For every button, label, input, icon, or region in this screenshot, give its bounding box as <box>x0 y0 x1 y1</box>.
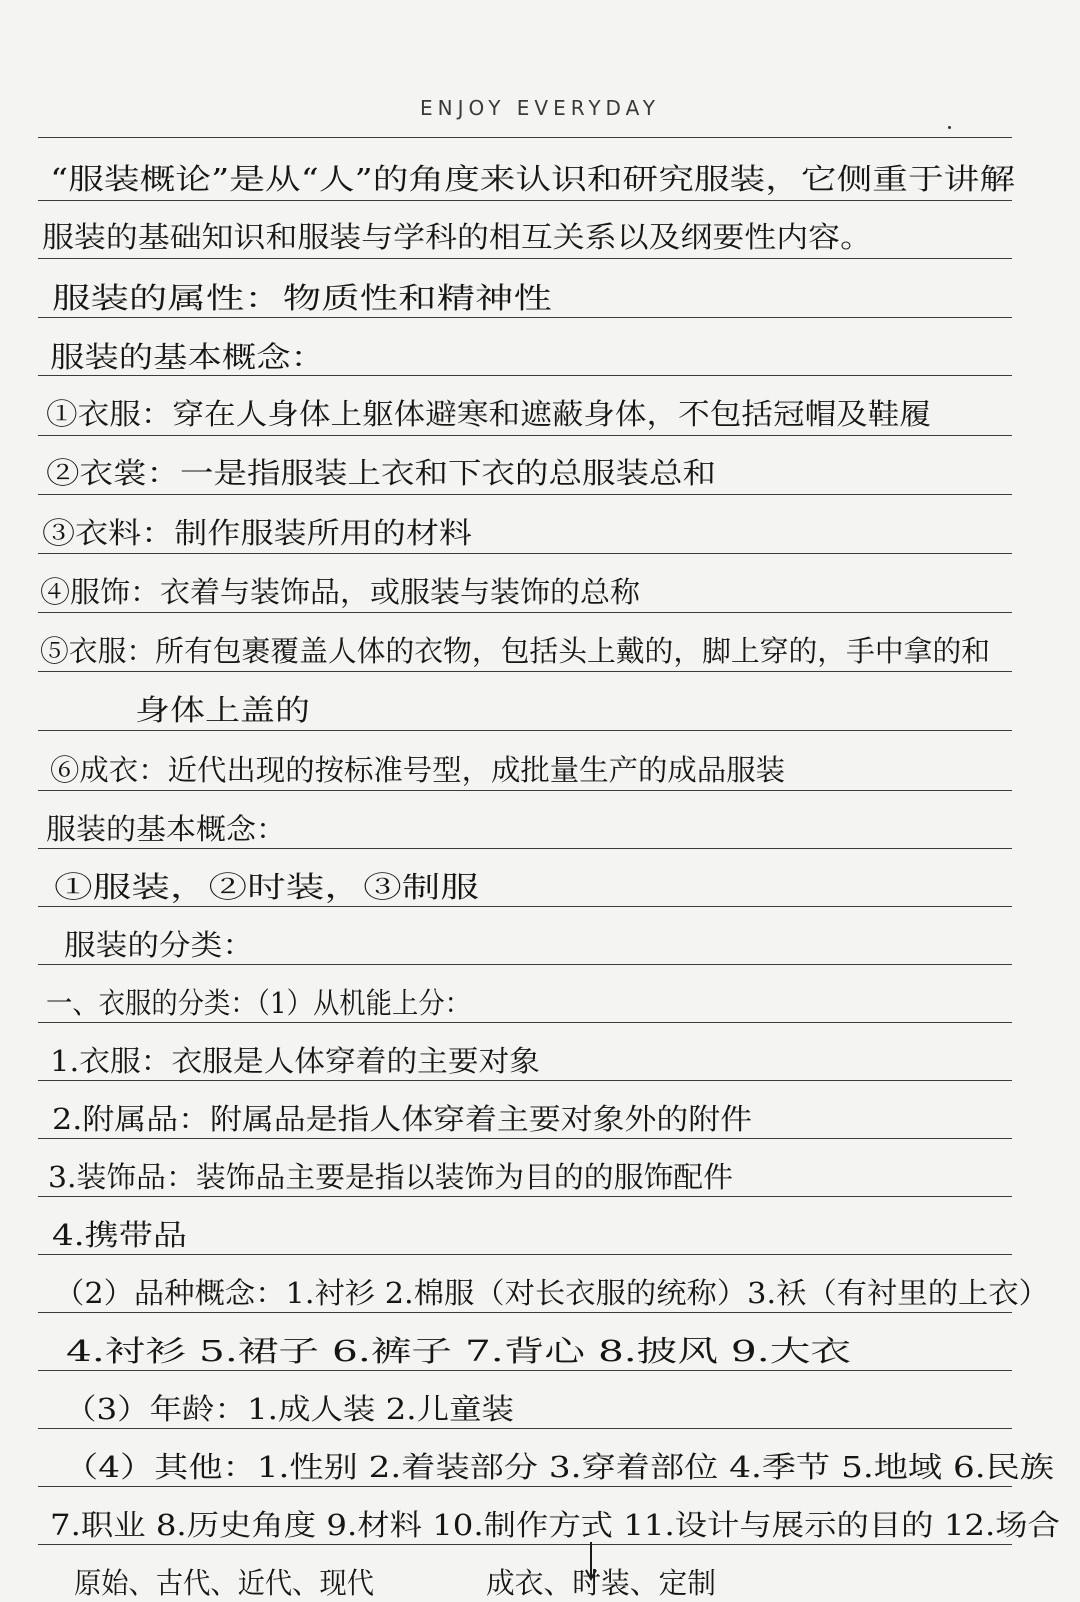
ruled-line <box>38 1428 1012 1429</box>
note-line: ①衣服：穿在人身体上躯体避寒和遮蔽身体，不包括冠帽及鞋履 <box>46 397 932 431</box>
ink-dot <box>948 126 951 129</box>
note-line: 4.携带品 <box>52 1218 188 1252</box>
note-line: 一、衣服的分类：（1）从机能上分： <box>46 986 471 1020</box>
ruled-line <box>38 790 1012 791</box>
ruled-line <box>38 137 1012 138</box>
ruled-line <box>38 906 1012 907</box>
note-line: 身体上盖的 <box>135 693 311 727</box>
ruled-line <box>38 435 1012 436</box>
note-line: 4.衬衫 5.裙子 6.裤子 7.背心 8.披风 9.大衣 <box>66 1334 851 1368</box>
ruled-line <box>38 317 1012 318</box>
note-line: 服装的属性：物质性和精神性 <box>52 281 552 315</box>
ruled-line <box>38 1486 1012 1487</box>
note-line: 2.附属品：附属品是指人体穿着主要对象外的附件 <box>52 1102 753 1136</box>
ruled-line <box>38 494 1012 495</box>
note-line: 服装的分类： <box>64 928 255 962</box>
note-line: 成衣、时装、定制 <box>486 1566 716 1600</box>
ruled-line <box>38 671 1012 672</box>
note-line: 1.衣服：衣服是人体穿着的主要对象 <box>50 1044 541 1078</box>
note-line: （3）年龄：1.成人装 2.儿童装 <box>64 1392 515 1426</box>
ruled-line <box>38 200 1012 201</box>
ruled-line <box>38 730 1012 731</box>
ruled-line <box>38 553 1012 554</box>
ruled-line <box>38 1080 1012 1081</box>
note-line: 服装的基础知识和服装与学科的相互关系以及纲要性内容。 <box>42 220 873 254</box>
ruled-line <box>38 1254 1012 1255</box>
note-line: 服装的基本概念： <box>50 340 326 374</box>
ruled-line <box>38 375 1012 376</box>
note-line: ④服饰：衣着与装饰品，或服装与装饰的总称 <box>40 575 641 609</box>
note-line: 3.装饰品：装饰品主要是指以装饰为目的的服饰配件 <box>48 1160 733 1194</box>
ruled-line <box>38 964 1012 965</box>
ruled-line <box>38 612 1012 613</box>
ruled-line <box>38 848 1012 849</box>
note-line: ②衣裳：一是指服装上衣和下衣的总服装总和 <box>46 456 716 490</box>
note-line: ③衣料：制作服装所用的材料 <box>42 516 472 550</box>
note-line: 服装的基本概念： <box>46 812 286 846</box>
ruled-line <box>38 1544 1012 1545</box>
note-line: ⑤衣服：所有包裹覆盖人体的衣物，包括头上戴的，脚上穿的，手中拿的和 <box>40 634 991 668</box>
ruled-line <box>38 1196 1012 1197</box>
note-line: 原始、古代、近代、现代 <box>74 1566 375 1600</box>
ruled-line <box>38 1022 1012 1023</box>
note-line: 7.职业 8.历史角度 9.材料 10.制作方式 11.设计与展示的目的 12.场合 <box>50 1508 1060 1542</box>
ruled-line <box>38 258 1012 259</box>
note-line: （2）品种概念：1.衬衫 2.棉服（对长衣服的统称）3.袄（有衬里的上衣） <box>54 1276 1049 1310</box>
ruled-line <box>38 1312 1012 1313</box>
page-header: ENJOY EVERYDAY <box>420 96 660 120</box>
note-line: ①服装，②时装，③制服 <box>54 870 479 904</box>
ruled-line <box>38 1138 1012 1139</box>
note-line: ⑥成衣：近代出现的按标准号型，成批量生产的成品服装 <box>50 753 786 787</box>
ruled-line <box>38 1370 1012 1371</box>
note-line: “服装概论”是从“人”的角度来认识和研究服装，它侧重于讲解 <box>50 162 1016 196</box>
down-arrow-icon <box>584 1542 598 1582</box>
note-line: （4）其他：1.性别 2.着装部分 3.穿着部位 4.季节 5.地域 6.民族 <box>64 1450 1055 1484</box>
